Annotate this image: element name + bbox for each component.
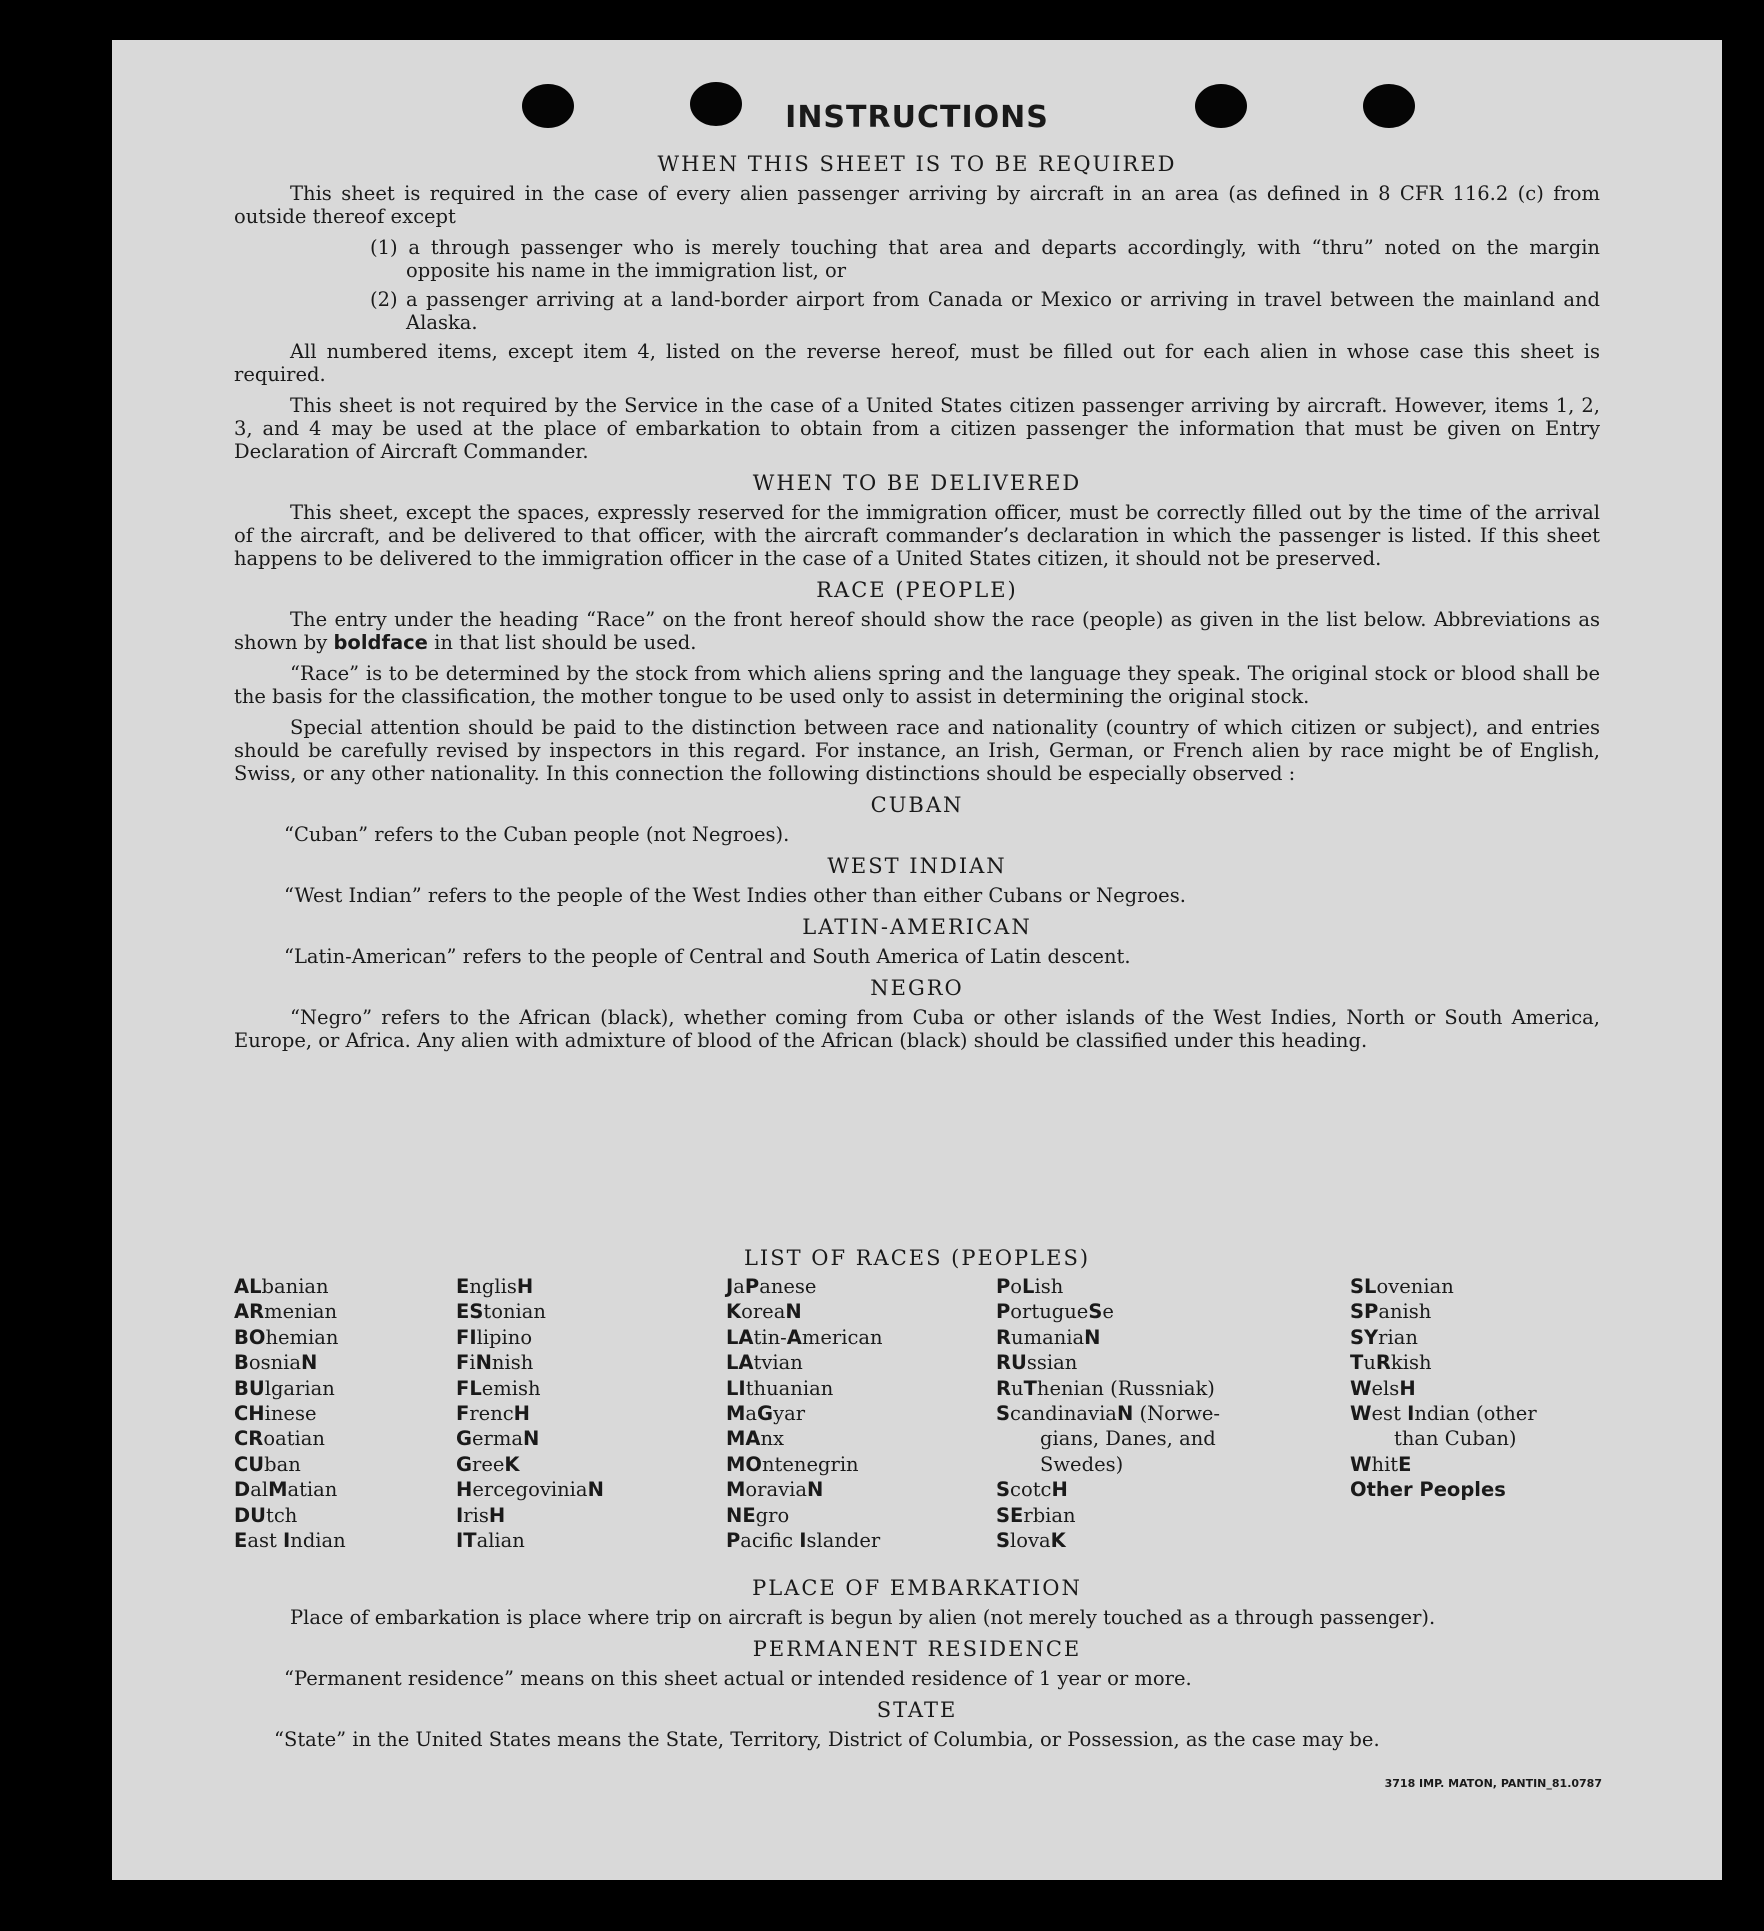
- race-entry: than Cuban): [1394, 1427, 1517, 1451]
- race-entry: TuRkish: [1350, 1351, 1432, 1375]
- paragraph: “Race” is to be determined by the stock from which aliens spring and the language they speak. The original stock or blood shall be the basis for the classification, the mother tongue to be used only to assist in determining the original stock.: [234, 662, 1600, 708]
- race-entry: BosniaN: [234, 1351, 318, 1375]
- race-entry: SYrian: [1350, 1325, 1418, 1349]
- race-entry: FrencH: [456, 1402, 530, 1426]
- list-item: (1) a through passenger who is merely touching that area and departs accordingly, with “thru” noted on the margin opposite his name in the immigration list, or: [370, 236, 1600, 282]
- race-entry: West Indian (other: [1350, 1402, 1537, 1426]
- race-entry: BUlgarian: [234, 1376, 335, 1400]
- race-entry: FIlipino: [456, 1325, 533, 1349]
- paragraph: “Negro” refers to the African (black), whether coming from Cuba or other islands of the West Indies, North or South America, Europe, or Africa. Any alien with admixture of blood of the African (black) should be classified under this heading.: [234, 1006, 1600, 1052]
- race-entry: gians, Danes, and: [1040, 1427, 1216, 1451]
- races-column: [726, 1274, 883, 1553]
- race-entry: SlovaK: [996, 1529, 1066, 1553]
- race-entry: RUssian: [996, 1351, 1078, 1375]
- race-entry: CRoatian: [234, 1427, 325, 1451]
- races-column: [996, 1274, 1220, 1553]
- race-entry: RumaniaN: [996, 1325, 1101, 1349]
- race-entry: HercegoviniaN: [456, 1478, 604, 1502]
- race-entry: GermaN: [456, 1427, 540, 1451]
- race-entry: Swedes): [1040, 1452, 1124, 1476]
- race-entry: NEgro: [726, 1503, 790, 1527]
- race-entry: WelsH: [1350, 1376, 1416, 1400]
- section-heading: RACE (PEOPLE): [816, 578, 1018, 602]
- race-entry: RuThenian (Russniak): [996, 1376, 1215, 1400]
- list-item: (2) a passenger arriving at a land-border airport from Canada or Mexico or arriving in travel between the mainland and Alaska.: [370, 288, 1600, 334]
- section-heading: WHEN TO BE DELIVERED: [752, 471, 1082, 495]
- race-entry: ARmenian: [234, 1300, 338, 1324]
- paragraph: This sheet is required in the case of every alien passenger arriving by aircraft in an area (as defined in 8 CFR 116.2 (c) from outside thereof except: [234, 182, 1600, 228]
- paragraph: Special attention should be paid to the distinction between race and nationality (country of which citizen or subject), and entries should be carefully revised by inspectors in this regard. For instance, an Irish, German, or French alien by race might be of English, Swiss, or any other nationality. In this connection the following distinctions should be especially observed :: [234, 716, 1600, 785]
- section-heading: WEST INDIAN: [827, 854, 1007, 878]
- race-entry: FLemish: [456, 1376, 541, 1400]
- section-heading: PERMANENT RESIDENCE: [752, 1637, 1082, 1661]
- race-entry: EStonian: [456, 1300, 546, 1324]
- paragraph: “State” in the United States means the State, Territory, District of Columbia, or Possession, as the case may be.: [274, 1728, 1380, 1751]
- race-entry: MoraviaN: [726, 1478, 824, 1502]
- section-required: [234, 144, 1600, 1060]
- boldface-word: boldface: [333, 631, 428, 654]
- race-entry: ScotcH: [996, 1478, 1068, 1502]
- race-entry: Pacific Islander: [726, 1529, 881, 1553]
- race-entry: DUtch: [234, 1503, 298, 1527]
- section-heading: STATE: [876, 1698, 958, 1722]
- section-heading: WHEN THIS SHEET IS TO BE REQUIRED: [657, 152, 1177, 176]
- race-entry: PortugueSe: [996, 1300, 1114, 1324]
- document-sheet: [112, 40, 1722, 1880]
- race-entry: LAtvian: [726, 1351, 803, 1375]
- paragraph: “Permanent residence” means on this sheet actual or intended residence of 1 year or more.: [284, 1667, 1192, 1690]
- race-entry: Other Peoples: [1350, 1478, 1506, 1502]
- race-entry: KoreaN: [726, 1300, 802, 1324]
- paragraph: All numbered items, except item 4, listed on the reverse hereof, must be filled out for each alien in whose case this sheet is required.: [234, 340, 1600, 386]
- race-entry: BOhemian: [234, 1325, 339, 1349]
- section-heading: PLACE OF EMBARKATION: [752, 1576, 1082, 1600]
- race-entry: ITalian: [456, 1529, 525, 1553]
- race-entry: SErbian: [996, 1503, 1076, 1527]
- race-entry: JaPanese: [726, 1275, 817, 1298]
- race-entry: FiNnish: [456, 1351, 534, 1375]
- race-entry: PoLish: [996, 1275, 1064, 1298]
- race-entry: GreeK: [456, 1452, 520, 1476]
- paragraph: “West Indian” refers to the people of the West Indies other than either Cubans or Negroes.: [284, 884, 1186, 907]
- race-entry: EnglisH: [456, 1275, 534, 1298]
- section-heading: CUBAN: [870, 793, 964, 817]
- section-heading: LATIN-AMERICAN: [802, 915, 1032, 939]
- race-entry: LIthuanian: [726, 1376, 834, 1400]
- race-entry: ALbanian: [234, 1275, 329, 1298]
- race-entry: MOntenegrin: [726, 1452, 859, 1476]
- paragraph: “Latin-American” refers to the people of Central and South America of Latin descent.: [284, 945, 1131, 968]
- races-column: [456, 1274, 604, 1553]
- race-entry: IrisH: [456, 1503, 506, 1527]
- race-entry: CHinese: [234, 1402, 317, 1426]
- section-heading: LIST OF RACES (PEOPLES): [743, 1246, 1091, 1270]
- paragraph: “Cuban” refers to the Cuban people (not Negroes).: [284, 823, 790, 846]
- race-entry: SLovenian: [1350, 1275, 1454, 1298]
- race-entry: SPanish: [1350, 1300, 1432, 1324]
- race-entry: WhitE: [1350, 1452, 1412, 1476]
- race-entry: MAnx: [726, 1427, 785, 1451]
- paragraph: The entry under the heading “Race” on the front hereof should show the race (people) as given in the list below. Abbreviations as shown by boldface in that list should be used.: [234, 608, 1600, 654]
- race-entry: LAtin-American: [726, 1325, 883, 1349]
- race-entry: East Indian: [234, 1529, 346, 1553]
- race-entry: DalMatian: [234, 1478, 338, 1502]
- page-title: INSTRUCTIONS: [785, 100, 1049, 135]
- paragraph: This sheet, except the spaces, expressly reserved for the immigration officer, must be correctly filled out by the time of the arrival of the aircraft, and be delivered to that officer, with the aircraft commander’s declaration in which the passenger is listed. If this sheet happens to be delivered to the immigration officer in the case of a United States citizen, it should not be preserved.: [234, 501, 1600, 570]
- race-entry: MaGyar: [726, 1402, 806, 1426]
- races-column: [234, 1274, 346, 1553]
- paragraph: This sheet is not required by the Service in the case of a United States citizen passenger arriving by aircraft. However, items 1, 2, 3, and 4 may be used at the place of embarkation to obtain from a citizen passenger the information that must be given on Entry Declaration of Aircraft Commander.: [234, 394, 1600, 463]
- section-embarkation: [234, 1568, 1600, 1759]
- printer-mark: 3718 IMP. MATON, PANTIN_81.0787: [1384, 1777, 1602, 1790]
- races-column: [1350, 1274, 1537, 1503]
- race-entry: ScandinaviaN (Norwe-: [996, 1402, 1221, 1426]
- races-list: [234, 1246, 1600, 1553]
- paragraph: Place of embarkation is place where trip on aircraft is begun by alien (not merely touched as a through passenger).: [290, 1606, 1436, 1629]
- race-entry: CUban: [234, 1452, 301, 1476]
- section-heading: NEGRO: [870, 976, 964, 1000]
